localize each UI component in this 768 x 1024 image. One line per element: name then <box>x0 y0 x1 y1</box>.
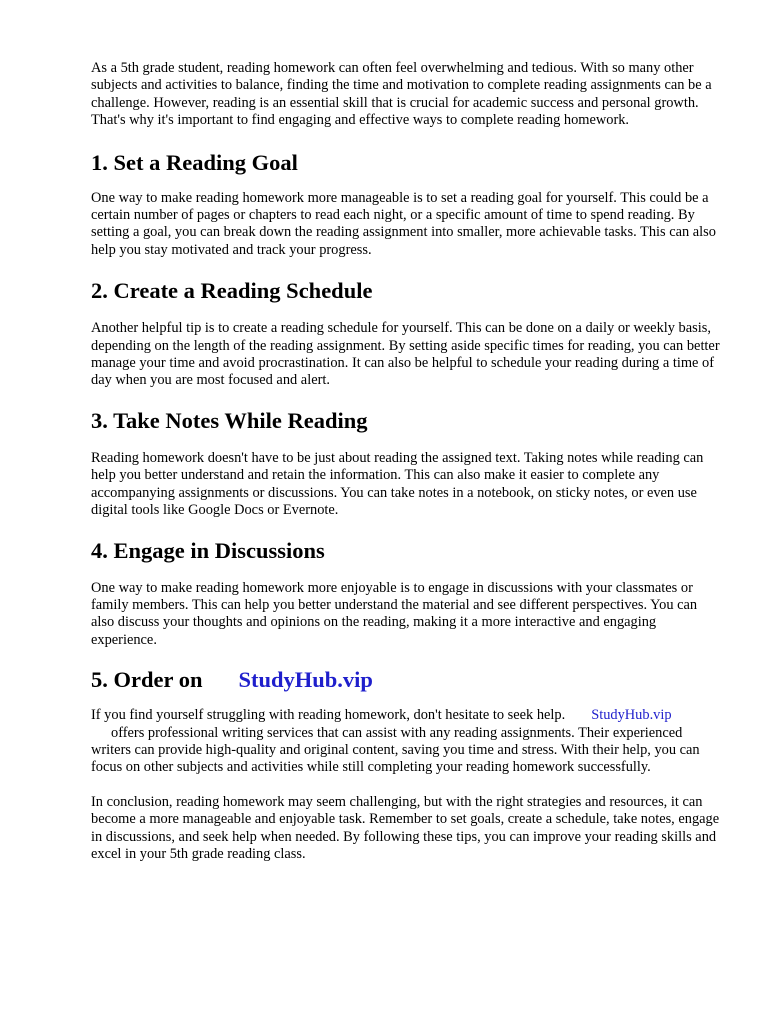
intro-paragraph: As a 5th grade student, reading homework can often feel overwhelming and tedious. With so many other subjects and activities to balance, finding the time and motivation to complete reading assignments can be a challenge. However, reading is an essential skill that is crucial for academic success and personal growth. That's why it's important to find engaging and effective ways to complete reading homework. <box>91 60 712 129</box>
section-body-set-goal: One way to make reading homework more manageable is to set a reading goal for yourself. This could be a certain number of pages or chapters to read each night, or a specific amount of time to spend reading. By setting a goal, you can break down the reading assignment into smaller, more achievable tasks. This can also help you stay motivated and track your progress. <box>91 189 716 258</box>
section-body-discussions: One way to make reading homework more enjoyable is to engage in discussions with your classmates or family members. This can help you better understand the material and see different perspectives. You can also discuss your thoughts and opinions on the reading, making it a more interactive and engaging experience. <box>91 579 698 648</box>
section-heading-order <box>91 667 723 693</box>
order-heading-prefix: 5. Order on <box>91 667 203 693</box>
order-body-before: If you find yourself struggling with reading homework, don't hesitate to seek help. <box>91 707 566 724</box>
section-body-order <box>91 707 723 777</box>
section-body-schedule: Another helpful tip is to create a reading schedule for yourself. This can be done on a daily or weekly basis, depending on the length of the reading assignment. By setting aside specific times for reading, you can better manage your time and avoid procrastination. It can also be helpful to schedule your reading during a time of day when you are most focused and alert. <box>91 320 720 389</box>
studyhub-body-link[interactable]: StudyHub.vip <box>591 707 672 724</box>
section-heading-take-notes: 3. Take Notes While Reading <box>91 407 368 433</box>
article-body <box>91 60 723 863</box>
order-body-after: offers professional writing services that can assist with any reading assignments. Their experienced writers can provide high-quality and original content, saving you time and stress. With their help, you can focus on other subjects and activities while still completing your reading homework successfully. <box>91 724 700 776</box>
section-heading-discussions: 4. Engage in Discussions <box>91 537 325 563</box>
studyhub-heading-link[interactable]: StudyHub.vip <box>238 667 373 693</box>
conclusion-paragraph: In conclusion, reading homework may seem challenging, but with the right strategies and resources, it can become a more manageable and enjoyable task. Remember to set goals, create a schedule, take notes, engage in discussions, and seek help when needed. By following these tips, you can improve your reading skills and excel in your 5th grade reading class. <box>91 793 720 862</box>
section-heading-schedule: 2. Create a Reading Schedule <box>91 278 373 304</box>
section-body-take-notes: Reading homework doesn't have to be just about reading the assigned text. Taking notes while reading can help you better understand and retain the information. This can also make it easier to complete any accompanying assignments or discussions. You can take notes in a notebook, on sticky notes, or even use digital tools like Google Docs or Evernote. <box>91 449 704 519</box>
section-heading-set-goal: 1. Set a Reading Goal <box>91 149 298 175</box>
